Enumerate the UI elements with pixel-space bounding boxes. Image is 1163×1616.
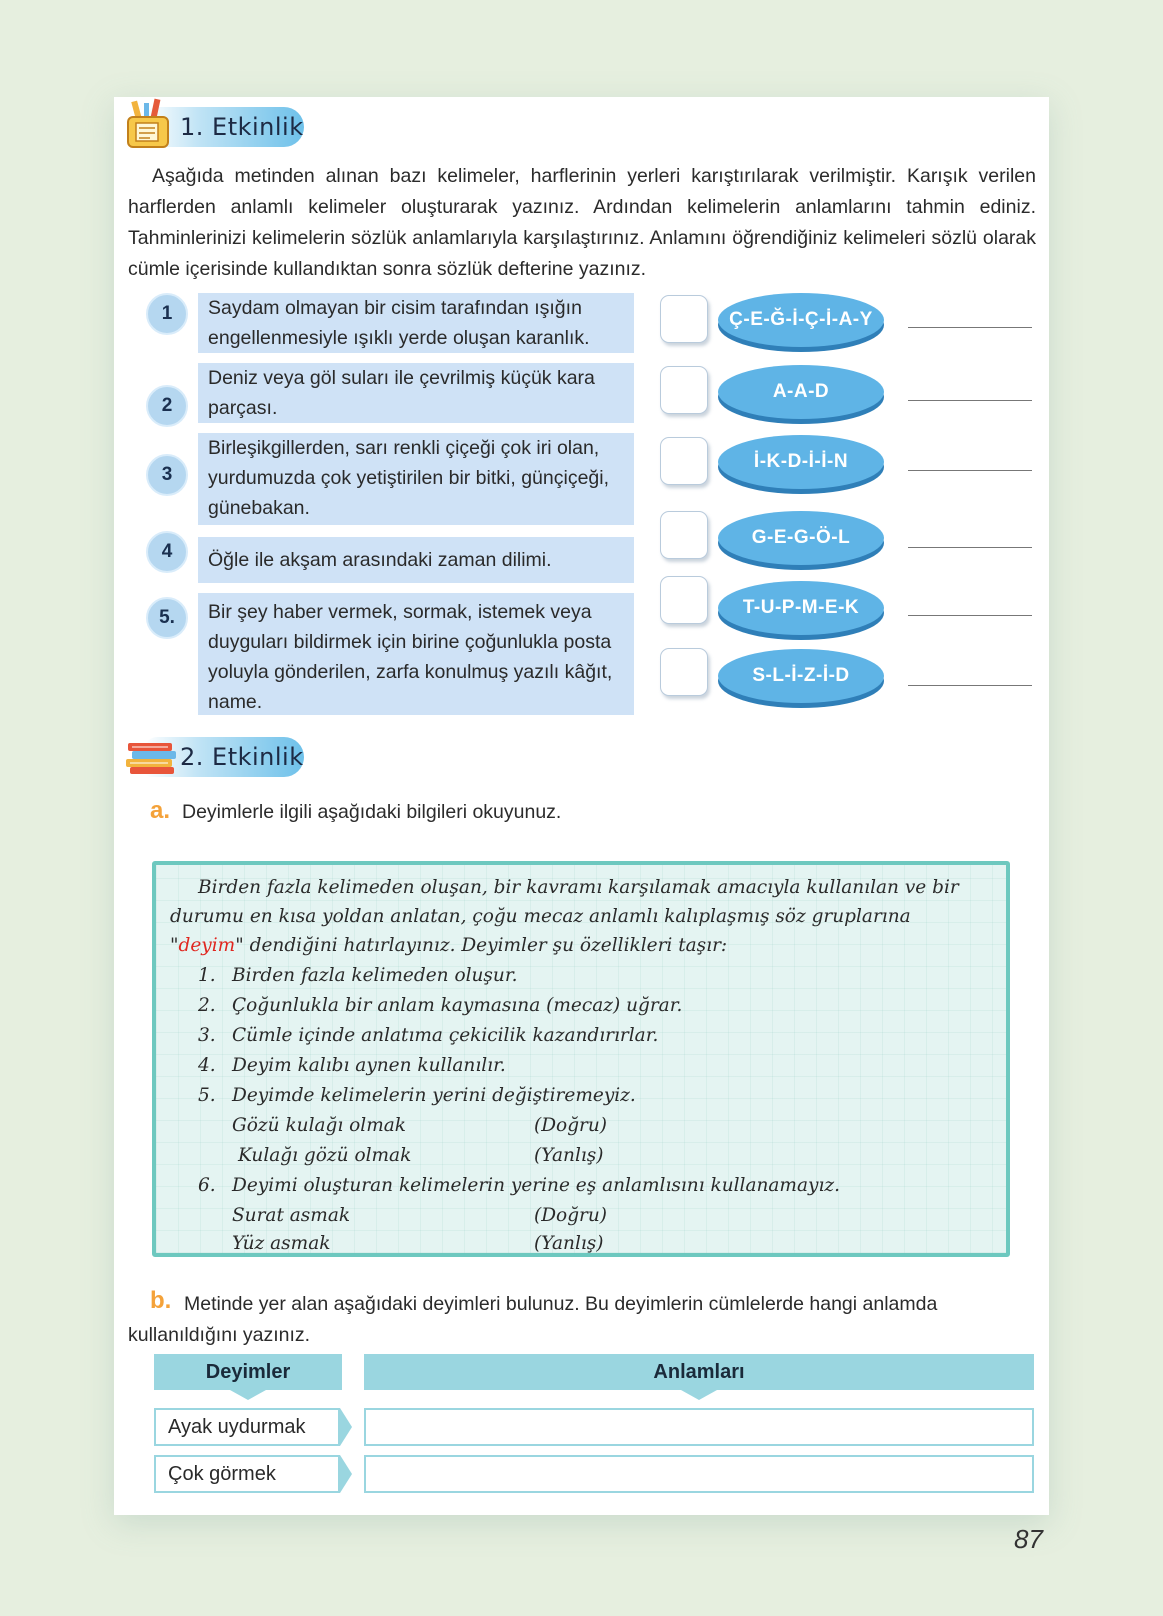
example-phrase: Yüz asmak <box>232 1233 331 1254</box>
example-phrase: Surat asmak <box>232 1205 351 1226</box>
page <box>114 97 1049 1515</box>
part-a-instruction: Deyimlerle ilgili aşağıdaki bilgileri okuyunuz. <box>182 801 562 823</box>
answer-line[interactable] <box>908 615 1032 616</box>
scrambled-word: G-E-G-Ö-L <box>718 511 884 565</box>
idiom-intro-end: " dendiğini hatırlayınız. Deyimler şu özellikleri taşır: <box>235 935 728 956</box>
books-icon <box>124 741 180 775</box>
rule-number: 6. <box>198 1175 216 1196</box>
example-verdict: (Doğru) <box>534 1205 608 1226</box>
rule-text: Birden fazla kelimeden oluşur. <box>232 965 518 986</box>
idiom-intro-start: Birden fazla kelimeden oluşan, bir kavramı karşılamak amacıyla kullanılan ve bir durumu en kısa yoldan anlatan, çoğu mecaz anlamlı kalıplaşmış söz gruplarına " <box>170 877 959 956</box>
definition-number: 5. <box>146 597 188 639</box>
rule-item <box>198 1171 840 1200</box>
idiom-cell: Ayak uydurmak <box>154 1408 340 1446</box>
rule-text: Çoğunlukla bir anlam kaymasına (mecaz) uğrar. <box>232 995 683 1016</box>
table-header-meanings: Anlamları <box>364 1354 1034 1390</box>
table-header-idioms: Deyimler <box>154 1354 342 1390</box>
answer-number-box[interactable] <box>660 295 708 343</box>
rule-text: Deyimde kelimelerin yerini değiştiremeyiz. <box>232 1085 636 1106</box>
scrambled-word: A-A-D <box>718 365 884 419</box>
example-verdict: (Doğru) <box>534 1115 608 1136</box>
idiom-info-box <box>152 861 1010 1257</box>
rule-item <box>198 991 682 1020</box>
example-phrase: Kulağı gözü olmak <box>238 1145 412 1166</box>
rule-item <box>198 1081 636 1110</box>
part-b-instruction <box>128 1289 1038 1351</box>
definition-box: Saydam olmayan bir cisim tarafından ışığın engellenmesiyle ışıklı yerde oluşan karanlık. <box>198 293 634 353</box>
definition-number: 3 <box>146 454 188 496</box>
rule-item <box>198 1051 506 1080</box>
activity2-title: 2. Etkinlik <box>180 743 304 771</box>
activity2-heading <box>122 733 322 779</box>
answer-line[interactable] <box>908 547 1032 548</box>
example-phrase: Gözü kulağı olmak <box>232 1115 407 1136</box>
rule-number: 3. <box>198 1025 216 1046</box>
rule-text: Cümle içinde anlatıma çekicilik kazandırırlar. <box>232 1025 659 1046</box>
definition-box: Birleşikgillerden, sarı renkli çiçeği çok iri olan, yurdumuzda çok yetiştirilen bir bitki, günçiçeği, günebakan. <box>198 433 634 525</box>
row-arrow <box>340 1408 352 1446</box>
answer-line[interactable] <box>908 327 1032 328</box>
pencil-cup-icon <box>122 97 174 149</box>
scrambled-word: S-L-İ-Z-İ-D <box>718 649 884 703</box>
rule-text: Deyimi oluşturan kelimelerin yerine eş anlamlısını kullanamayız. <box>232 1175 840 1196</box>
definition-number: 2 <box>146 385 188 427</box>
meaning-input[interactable] <box>364 1455 1034 1493</box>
activity1-instructions: Aşağıda metinden alınan bazı kelimeler, harflerinin yerleri karıştırılarak verilmiştir. Karışık verilen harflerden anlamlı kelimeler oluşturarak yazınız. Ardından kelimelerin anlamlarını tahmin ediniz. Tahminlerinizi kelimelerin sözlük anlamlarıyla karşılaştırınız. Anlamını öğrendiğiniz kelimeleri sözlü olarak cümle içerisinde kullandıktan sonra sözlük defterine yazınız. <box>128 165 1036 280</box>
scrambled-word: T-U-P-M-E-K <box>718 581 884 635</box>
part-b-letter: b. <box>150 1287 172 1314</box>
part-b-instruction-text: Metinde yer alan aşağıdaki deyimleri bulunuz. Bu deyimlerin cümlelerde hangi anlamda kullanıldığını yazınız. <box>128 1293 938 1346</box>
meaning-input[interactable] <box>364 1408 1034 1446</box>
answer-number-box[interactable] <box>660 511 708 559</box>
activity1-title: 1. Etkinlik <box>180 113 304 141</box>
answer-line[interactable] <box>908 685 1032 686</box>
row-arrow <box>340 1455 352 1493</box>
example-verdict: (Yanlış) <box>534 1233 604 1254</box>
rule-number: 5. <box>198 1085 216 1106</box>
answer-line[interactable] <box>908 400 1032 401</box>
definition-box: Bir şey haber vermek, sormak, istemek veya duyguları bildirmek için birine çoğunlukla posta yoluyla gönderilen, zarfa konulmuş yazılı kâğıt, name. <box>198 593 634 715</box>
definition-number: 4 <box>146 531 188 573</box>
idiom-cell: Çok görmek <box>154 1455 340 1493</box>
rule-number: 2. <box>198 995 216 1016</box>
answer-number-box[interactable] <box>660 366 708 414</box>
idiom-intro <box>170 873 990 960</box>
rule-item <box>198 1021 658 1050</box>
answer-number-box[interactable] <box>660 437 708 485</box>
rule-number: 1. <box>198 965 216 986</box>
example-verdict: (Yanlış) <box>534 1145 604 1166</box>
answer-number-box[interactable] <box>660 576 708 624</box>
page-number: 87 <box>1014 1524 1043 1554</box>
rule-text: Deyim kalıbı aynen kullanılır. <box>232 1055 506 1076</box>
scrambled-word: İ-K-D-İ-İ-N <box>718 435 884 489</box>
answer-number-box[interactable] <box>660 648 708 696</box>
definition-box: Öğle ile akşam arasındaki zaman dilimi. <box>198 537 634 583</box>
activity1-heading <box>122 103 322 149</box>
rule-number: 4. <box>198 1055 216 1076</box>
idiom-highlight-word: deyim <box>178 935 236 956</box>
part-a-letter: a. <box>150 797 171 824</box>
definition-number: 1 <box>146 293 188 335</box>
scrambled-word: Ç-E-Ğ-İ-Ç-İ-A-Y <box>718 293 884 347</box>
answer-line[interactable] <box>908 470 1032 471</box>
rule-item <box>198 961 518 990</box>
definition-box: Deniz veya göl suları ile çevrilmiş küçük kara parçası. <box>198 363 634 423</box>
